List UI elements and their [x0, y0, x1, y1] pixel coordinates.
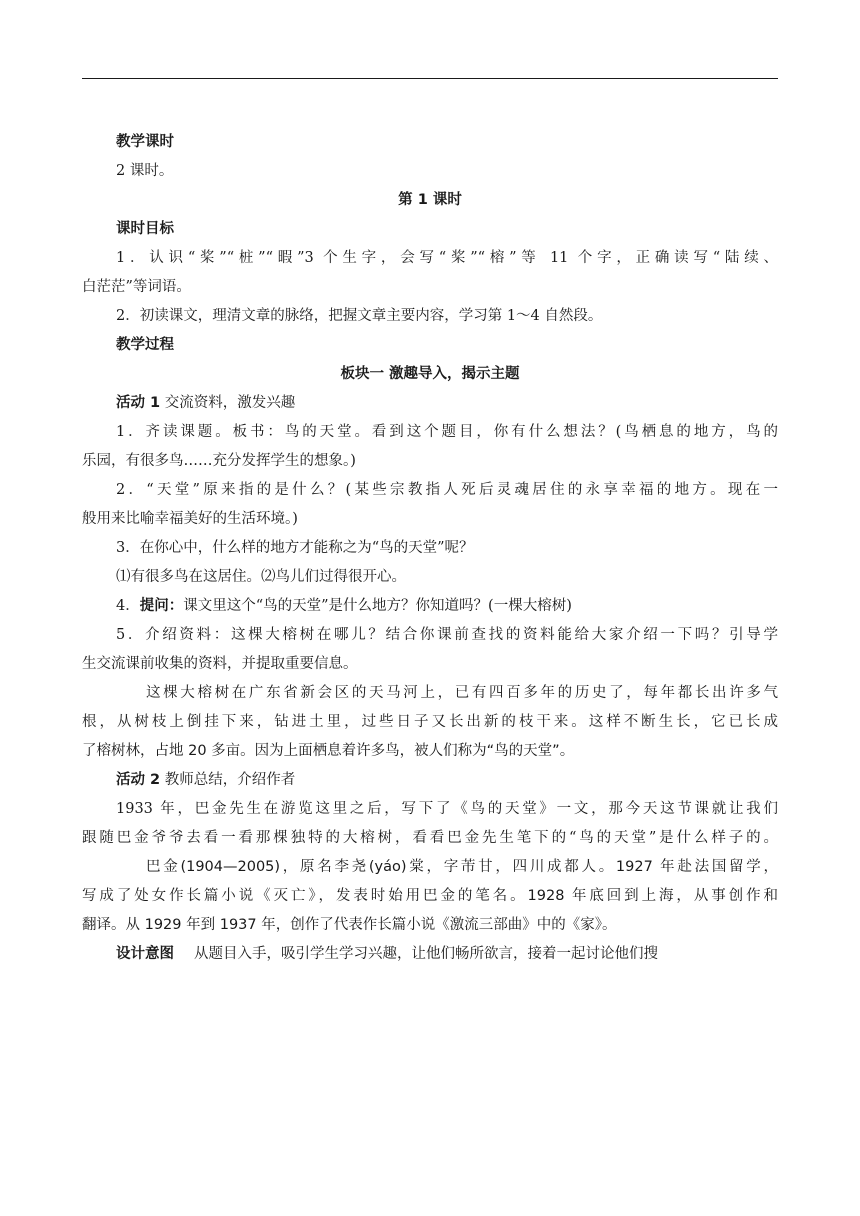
paragraph: 2 课时。 — [116, 163, 174, 179]
design-intent-label: 设计意图 — [116, 946, 174, 962]
activity-label: 活动 2 — [116, 772, 161, 788]
quote-line: 翻译。从 1929 年到 1937 年，创作了代表作长篇小说《激流三部曲》中的《家》。 — [82, 917, 617, 933]
document-body — [82, 128, 778, 969]
paragraph-line: ⑴有很多鸟在这居住。⑵鸟儿们过得很开心。 — [116, 569, 406, 585]
activity-label: 活动 1 — [116, 395, 161, 411]
paragraph-line: 1．认识“桨”“桩”“暇”3 个生字，会写“桨”“榕”等 11 个字，正确读写“陆续、 — [116, 250, 778, 266]
question-text: 课文里这个“鸟的天堂”是什么地方？你知道吗？(一棵大榕树) — [183, 598, 572, 614]
question-label: 提问： — [139, 598, 184, 614]
list-number: 4． — [116, 598, 140, 614]
quote-line: 了榕树林，占地 20 多亩。因为上面栖息着许多鸟，被人们称为“鸟的天堂”。 — [82, 743, 575, 759]
paragraph-line: 白茫茫”等词语。 — [82, 279, 191, 295]
paragraph-line: 3．在你心中，什么样的地方才能称之为“鸟的天堂”呢？ — [116, 540, 474, 556]
paragraph-line: 1．齐读课题。板书：鸟的天堂。看到这个题目，你有什么想法？(鸟栖息的地方，鸟的 — [116, 424, 778, 440]
activity-heading — [82, 389, 778, 418]
header-rule — [82, 78, 778, 79]
paragraph-line: 5．介绍资料：这棵大榕树在哪儿？结合你课前查找的资料能给大家介绍一下吗？引导学 — [116, 627, 778, 643]
paragraph-line: 般用来比喻幸福美好的生活环境。) — [82, 511, 298, 527]
paragraph-line: 乐园，有很多鸟……充分发挥学生的想象。) — [82, 453, 356, 469]
section-heading-lesson-goals: 课时目标 — [116, 221, 174, 237]
paragraph-line — [82, 592, 778, 621]
activity-heading — [82, 766, 778, 795]
block-title: 板块一 激趣导入，揭示主题 — [340, 366, 520, 382]
paragraph-line: 2．初读课文，理清文章的脉络，把握文章主要内容，学习第 1～4 自然段。 — [116, 308, 603, 324]
quote-line: 巴金(1904—2005)，原名李尧(yáo)棠，字芾甘，四川成都人。1927 年赴法国留学， — [146, 859, 778, 875]
section-heading-teaching-process: 教学过程 — [116, 337, 174, 353]
activity-title: 教师总结，介绍作者 — [160, 772, 296, 788]
paragraph-line: 跟随巴金爷爷去看一看那棵独特的大榕树，看看巴金先生笔下的“鸟的天堂”是什么样子的。 — [82, 830, 778, 846]
quote-line: 写成了处女作长篇小说《灭亡》，发表时始用巴金的笔名。1928 年底回到上海，从事创作和 — [82, 888, 778, 904]
quote-line: 这棵大榕树在广东省新会区的天马河上，已有四百多年的历史了，每年都长出许多气 — [146, 685, 778, 701]
paragraph-line: 2．“天堂”原来指的是什么？(某些宗教指人死后灵魂居住的永享幸福的地方。现在一 — [116, 482, 778, 498]
design-intent-text: 从题目入手，吸引学生学习兴趣，让他们畅所欲言，接着一起讨论他们搜 — [194, 946, 658, 962]
paragraph-line: 1933 年，巴金先生在游览这里之后，写下了《鸟的天堂》一文，那今天这节课就让我们 — [116, 801, 778, 817]
activity-title: 交流资料，激发兴趣 — [160, 395, 296, 411]
quote-line: 根，从树枝上倒挂下来，钻进土里，过些日子又长出新的枝干来。这样不断生长，它已长成 — [82, 714, 778, 730]
section-heading-teaching-hours: 教学课时 — [116, 134, 174, 150]
lesson-title: 第 1 课时 — [398, 192, 462, 208]
design-intent — [82, 940, 778, 969]
paragraph-line: 生交流课前收集的资料，并提取重要信息。 — [82, 656, 358, 672]
